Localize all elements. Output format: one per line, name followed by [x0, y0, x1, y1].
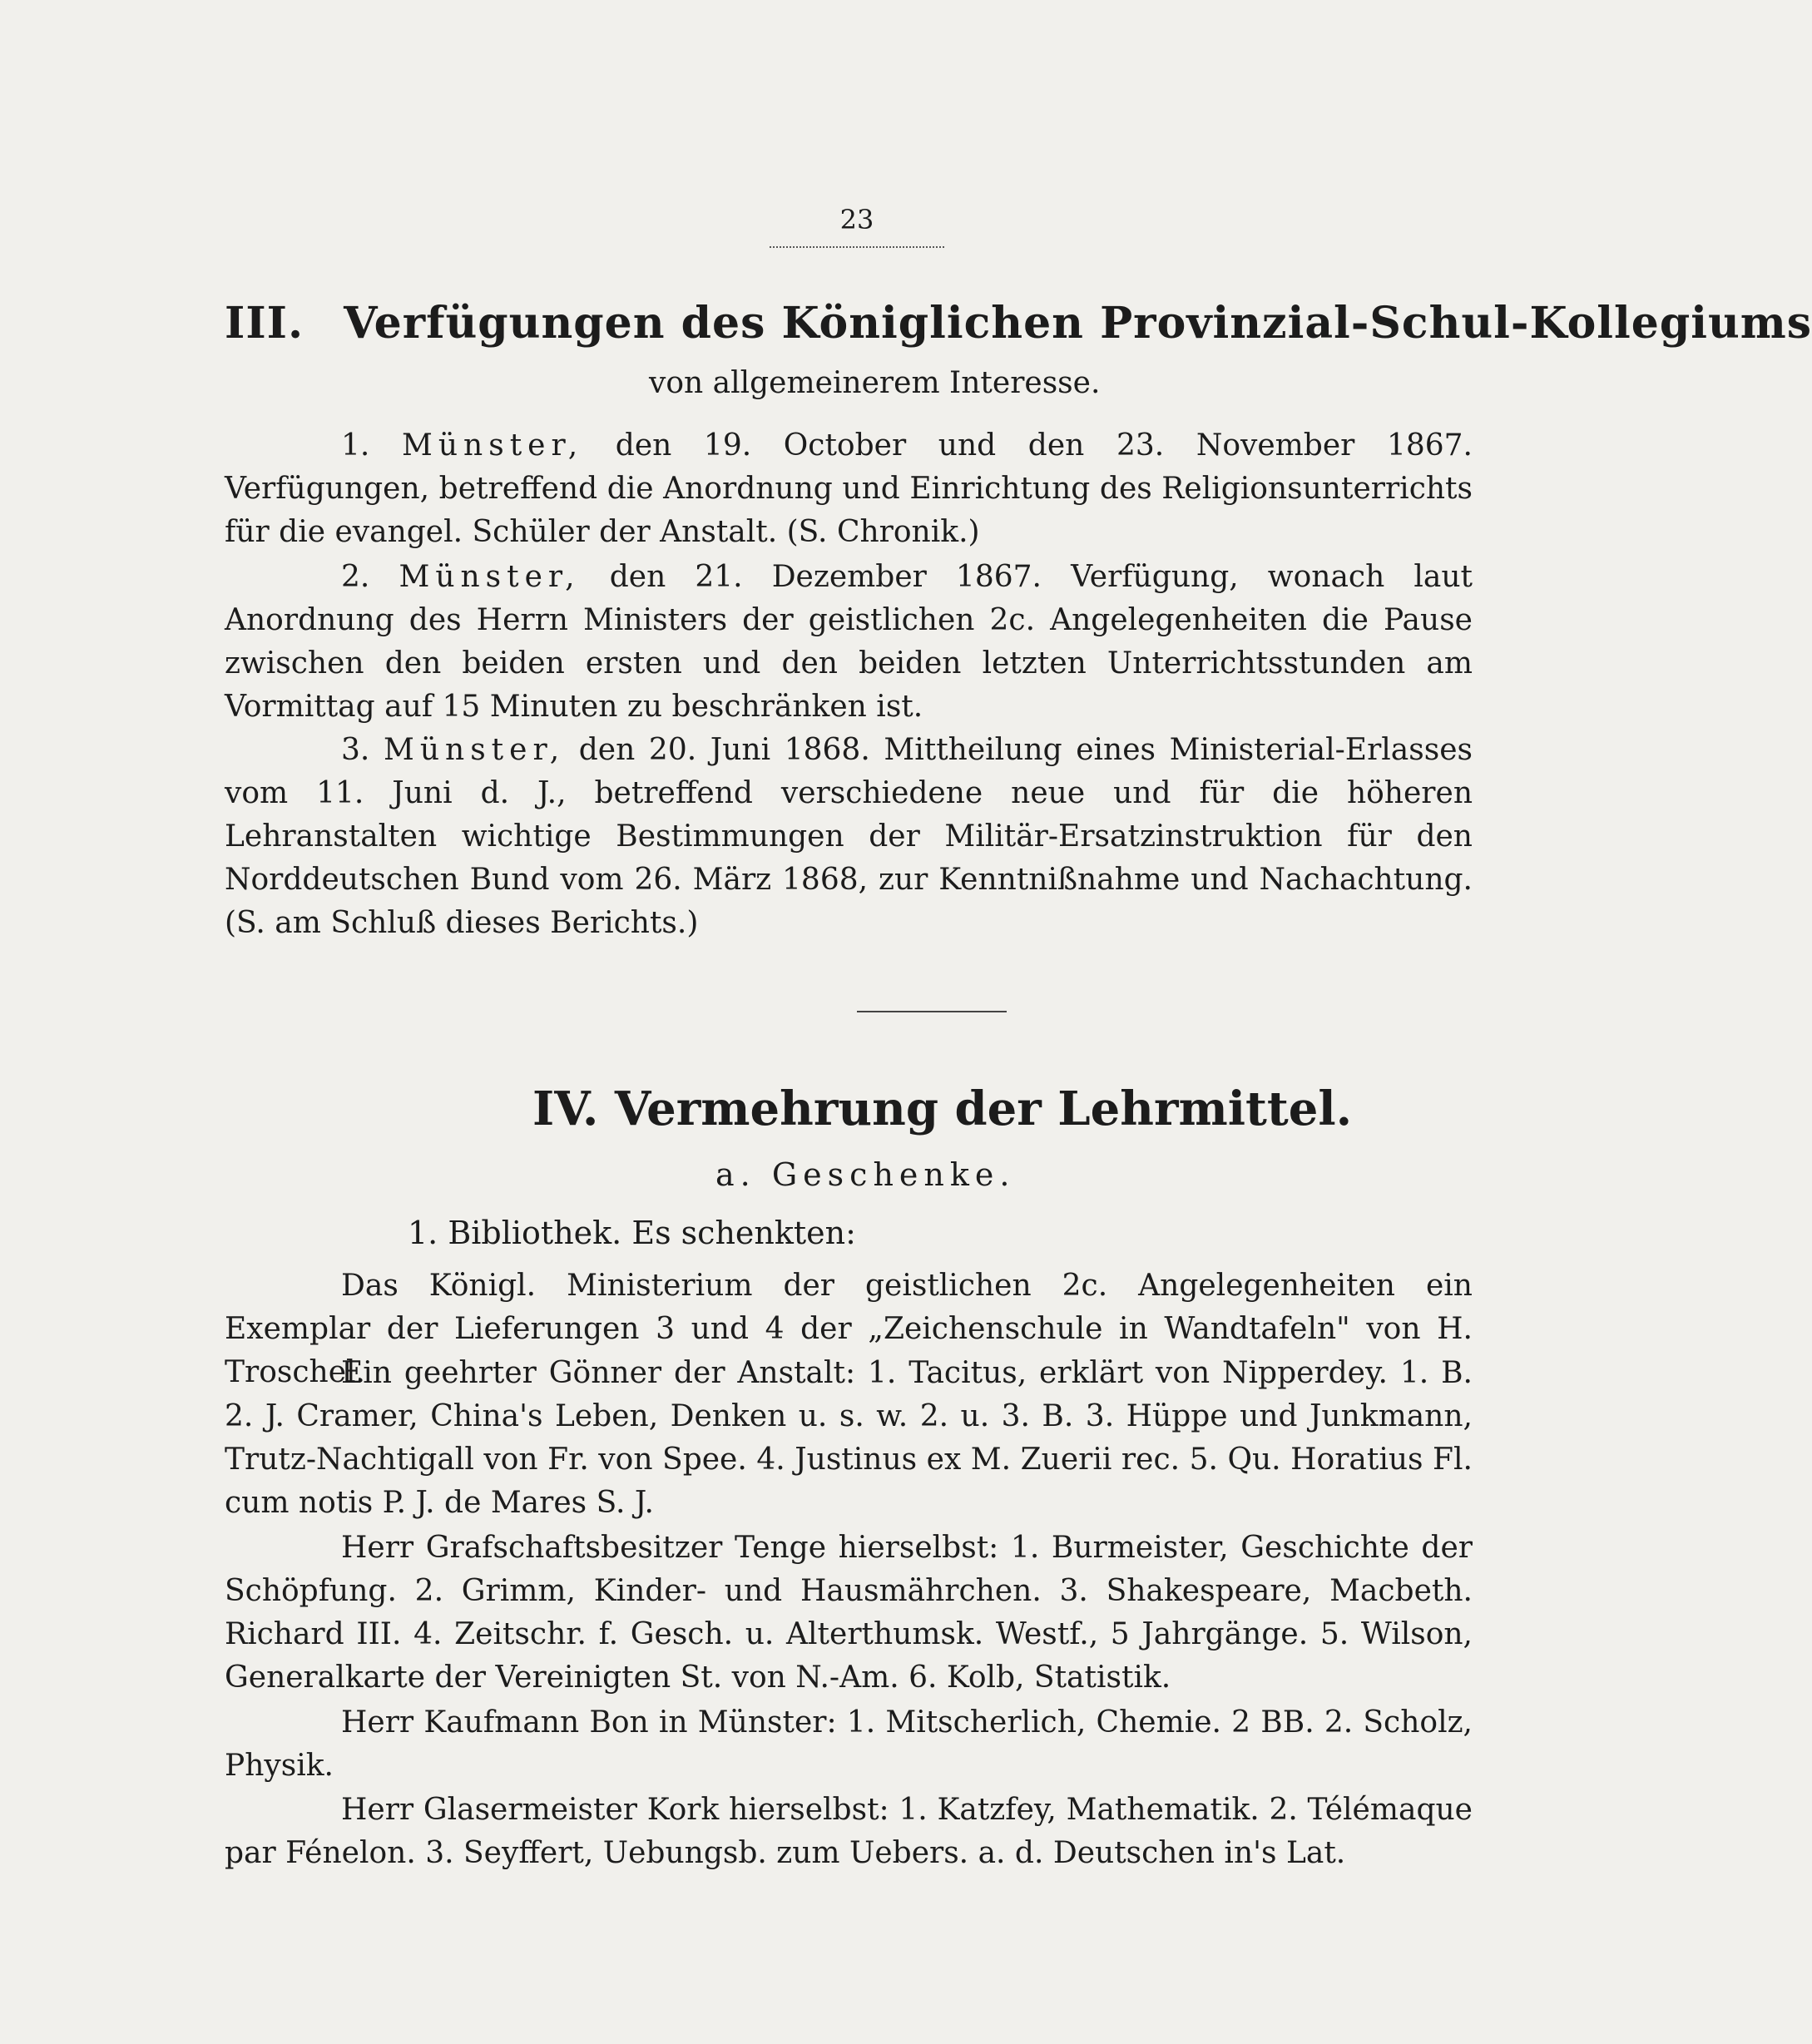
gift-text: Ein geehrter Gönner der Anstalt: 1. Tacitus, erklärt von Nipperdey. 1. B. 2. J. Cramer, China's Leben, Denken u. s. w. 2. u. 3. B. 3. Hüppe und Junkmann, Trutz-Nachtigall von Fr. von Spee. 4. Justinus ex M. Zuerii rec. 5. Qu. Horatius Fl. cum notis P. J. de Mares S. J.	[225, 1356, 1473, 1520]
item-text: den 20. Juni 1868. Mittheilung eines Ministerial-Erlasses vom 11. Juni d. J., betreffend verschiedene neue und für die höheren Lehranstalten wichtige Bestimmungen der Militär-Ersatzinstruktion für den Norddeutschen Bund vom 26. März 1868, zur Kenntnißnahme und Nachachtung. (S. am Schluß dieses Berichts.)	[225, 733, 1473, 940]
section-4-title: Vermehrung der Lehrmittel.	[614, 1081, 1353, 1136]
section-3-item-2	[225, 556, 1473, 729]
library-heading: 1. Bibliothek. Es schenkten:	[408, 1215, 856, 1251]
section-3-heading	[225, 298, 1812, 349]
subsection-a-heading: a. Geschenke.	[715, 1156, 1016, 1193]
item-text: den 21. Dezember 1867. Verfügung, wonach laut Anordnung des Herrn Ministers der geistlichen 2c. Angelegenheiten die Pause zwischen den beiden ersten und den beiden letzten Unterrichtsstunden am Vormittag auf 15 Minuten zu beschränken ist.	[225, 560, 1473, 724]
section-3-numeral: III.	[225, 298, 304, 349]
gift-paragraph	[225, 1789, 1473, 1875]
section-4-heading	[532, 1081, 1352, 1136]
gift-text: Herr Kaufmann Bon in Münster: 1. Mitscherlich, Chemie. 2 BB. 2. Scholz, Physik.	[225, 1705, 1473, 1783]
section-3-item-3	[225, 729, 1473, 945]
gift-paragraph	[225, 1701, 1473, 1788]
item-text: den 19. October und den 23. November 1867. Verfügungen, betreffend die Anordnung und Einrichtung des Religionsunterrichts für die evangel. Schüler der Anstalt. (S. Chronik.)	[225, 428, 1473, 549]
item-number: 2.	[341, 560, 370, 594]
section-4-numeral: IV.	[532, 1081, 599, 1136]
item-number: 3.	[341, 733, 370, 767]
gift-paragraph	[225, 1352, 1473, 1525]
gift-paragraph	[225, 1527, 1473, 1700]
gift-text: Herr Glasermeister Kork hierselbst: 1. Katzfey, Mathematik. 2. Télémaque par Fénelon. 3. Seyffert, Uebungsb. zum Uebers. a. d. Deutschen in's Lat.	[225, 1793, 1473, 1870]
gift-text: Herr Grafschaftsbesitzer Tenge hierselbst: 1. Burmeister, Geschichte der Schöpfung. 2. Grimm, Kinder- und Hausmährchen. 3. Shakespeare, Macbeth. Richard III. 4. Zeitschr. f. Gesch. u. Alterthumsk. Westf., 5 Jahrgänge. 5. Wilson, Generalkarte der Vereinigten St. von N.-Am. 6. Kolb, Statistik.	[225, 1531, 1473, 1695]
item-number: 1.	[341, 428, 370, 463]
gift-text: Das Königl. Ministerium der geistlichen 2c. Angelegenheiten ein Exemplar der Lieferungen 3 und 4 der „Zeichenschule in Wandtafeln" von H. Troschel.	[225, 1269, 1473, 1389]
section-3-subtitle: von allgemeinerem Interesse.	[649, 366, 1101, 400]
item-place: Münster,	[401, 428, 584, 463]
section-3-item-1	[225, 424, 1473, 554]
item-place: Münster,	[383, 733, 566, 767]
section-3-title: Verfügungen des Königlichen Provinzial-Schul-Kollegiums	[344, 298, 1812, 349]
page-number-rule	[770, 246, 944, 248]
section-divider	[857, 1011, 1007, 1012]
page-number: 23	[839, 204, 874, 235]
item-place: Münster,	[399, 560, 581, 594]
